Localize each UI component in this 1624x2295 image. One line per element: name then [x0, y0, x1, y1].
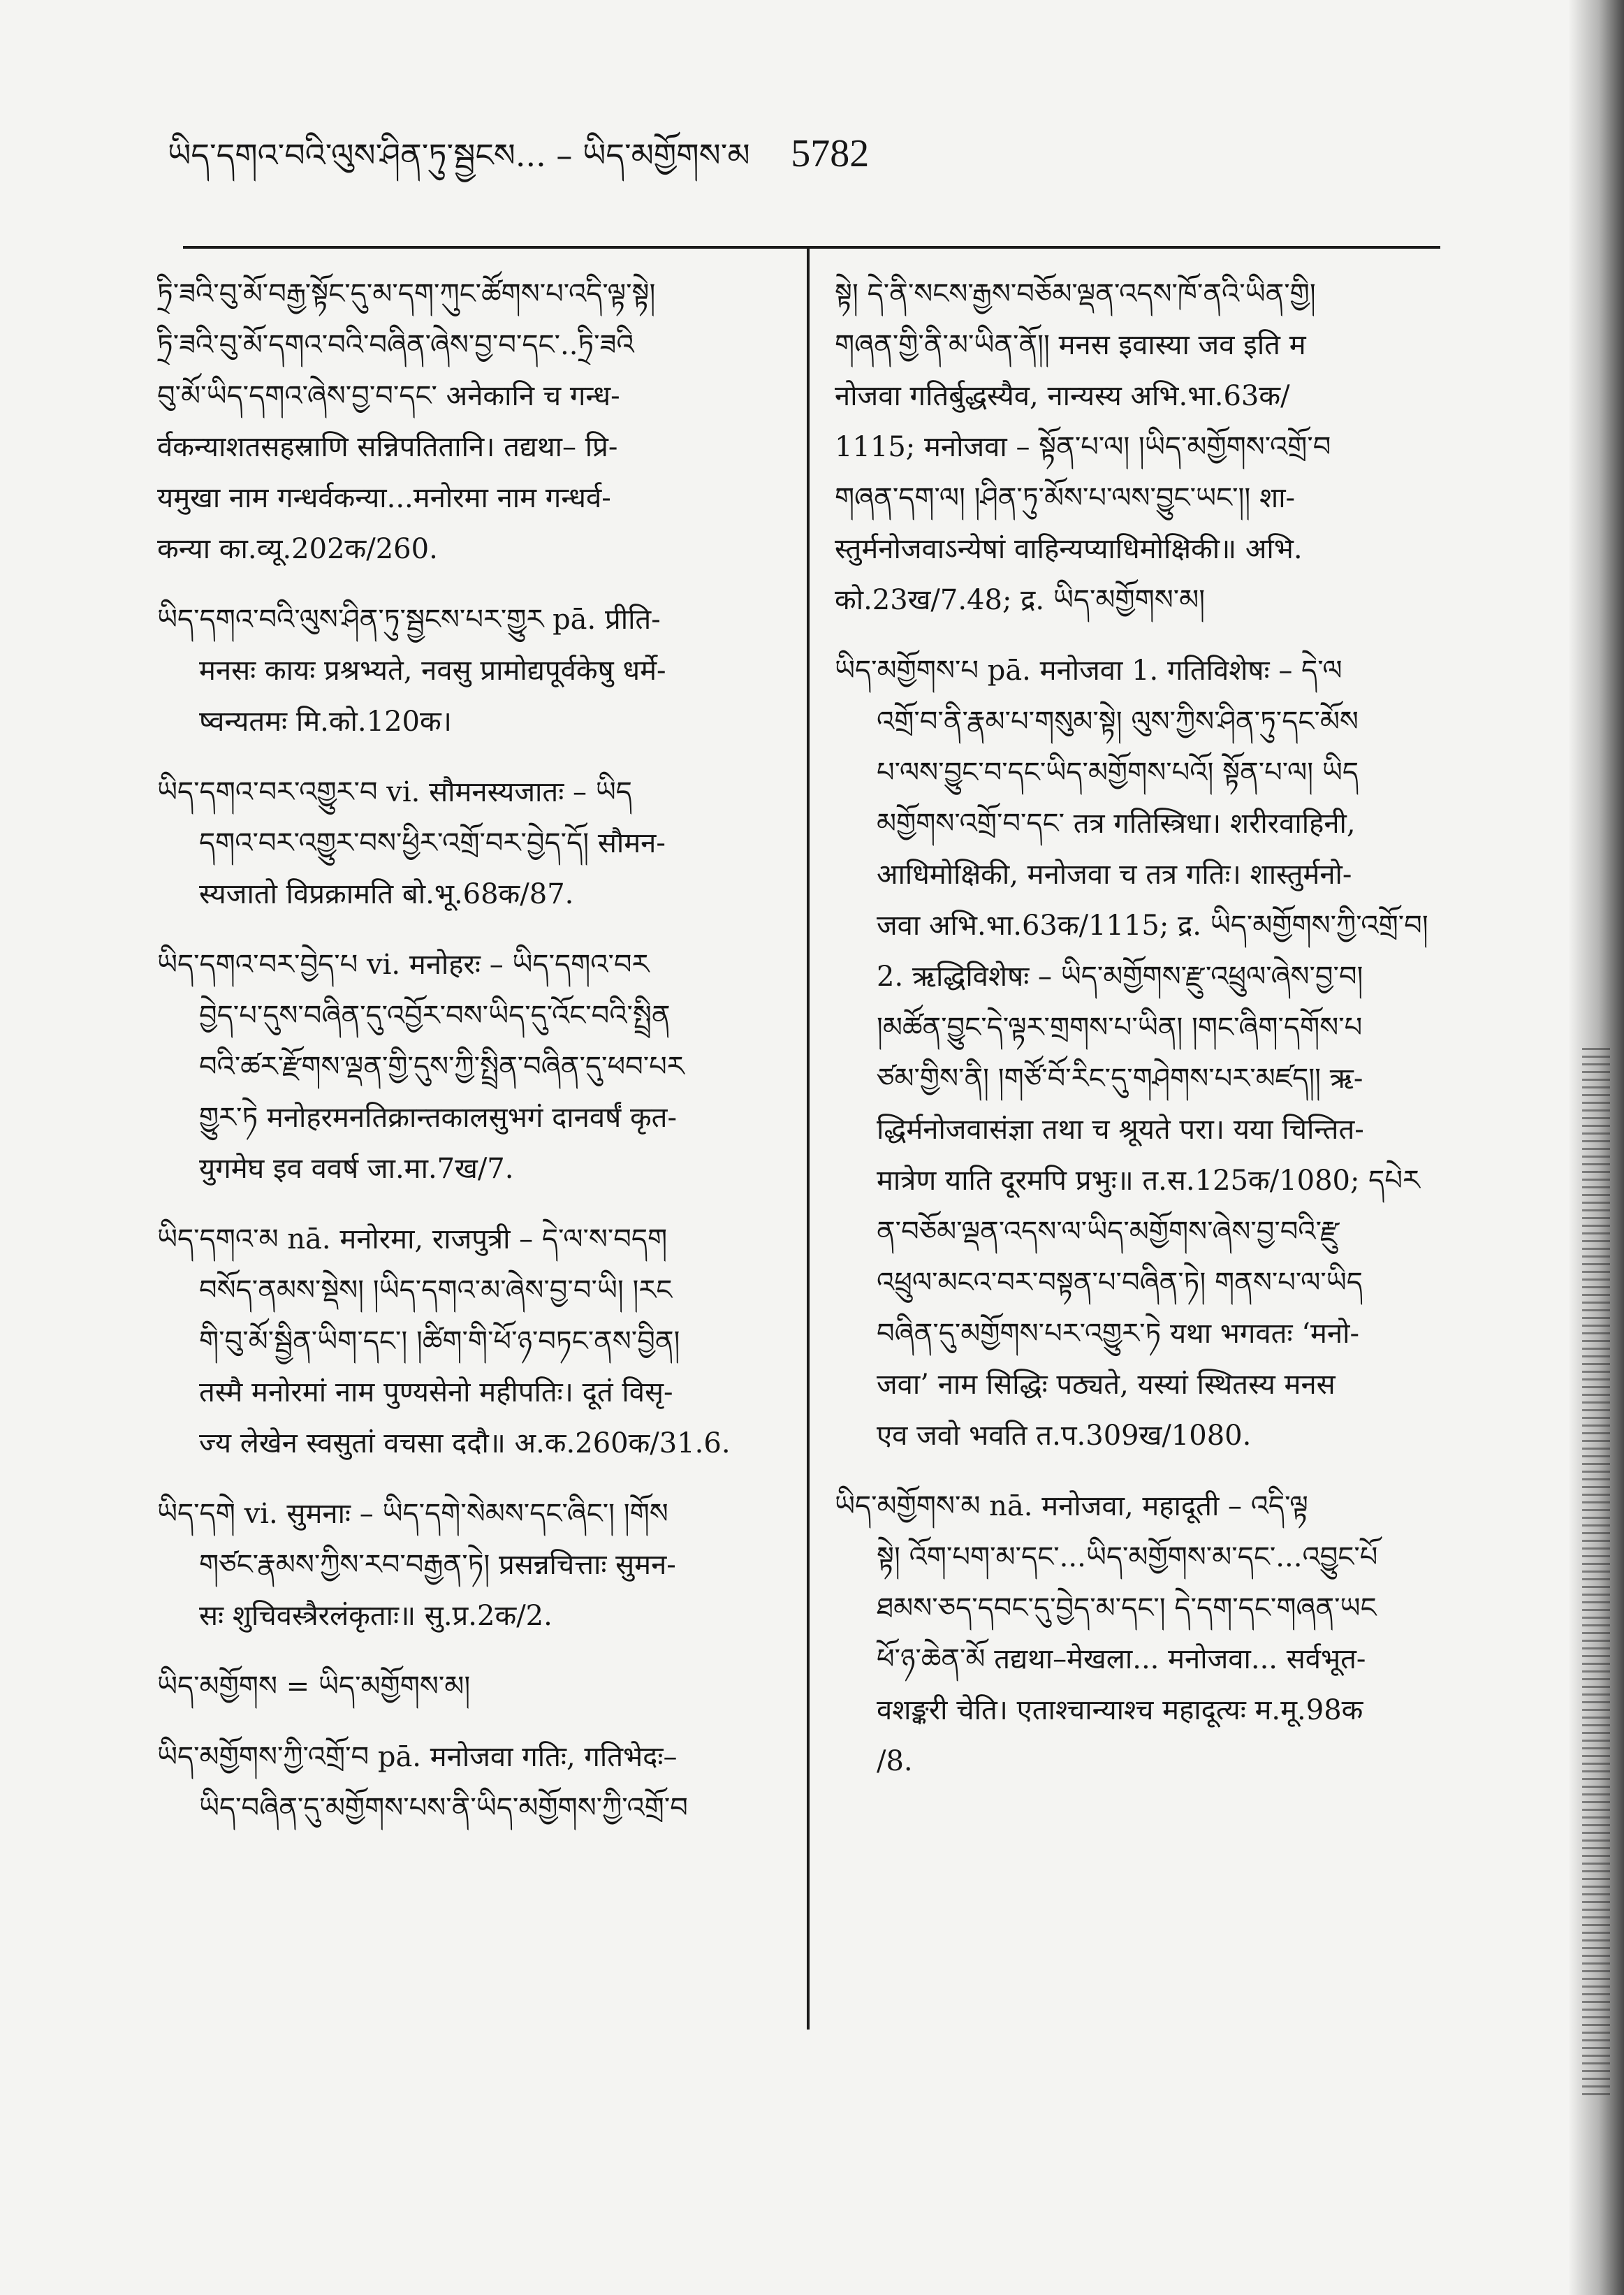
- entry-headword-line: ཡིད་དགེ vi. सुमनाः – ཡིད་དགེ་སེམས་དང་ཞིང་། །གོས: [157, 1498, 668, 1530]
- entry-text-line: ཕོ་ཉ་ཆེན་མོ तद्यथा–मेखला... मनोजवा... सर्वभूत-: [877, 1643, 1366, 1675]
- entry-text-line: मनसः कायः प्रश्रभ्यते, नवसु प्रामोद्यपूर्वकेषु धर्मे-: [199, 655, 666, 687]
- dictionary-entry: [157, 1732, 786, 1834]
- entry-text-line: जवा’ नाम सिद्धिः पठ्यते, यस्यां स्थितस्य मनस: [877, 1369, 1336, 1401]
- entry-text-line: युगमेघ इव ववर्ष जा.मा.7ख/7.: [199, 1153, 514, 1185]
- dictionary-entry: [157, 1661, 786, 1712]
- entry-text-line: तस्मै मनोरमां नाम पुण्यसेनो महीपतिः। दूतं विसृ-: [199, 1376, 673, 1408]
- entry-text-line: को.23ख/7.48; द्र. ཡིད་མགྱོགས་མ།: [835, 584, 1206, 616]
- entry-headword-line: ཡིད་དགའ་བར་འགྱུར་བ vi. सौमनस्यजातः – ཡིད: [157, 776, 632, 808]
- entry-text-line: གི་བུ་མོ་སྦྱིན་ཡིག་དང་། །ཚིག་གི་ཕོ་ཉ་བཏང་ནས་བྱིན།: [199, 1325, 680, 1357]
- entry-text-line: ཏྲི་ཟའི་བུ་མོ་དགའ་བའི་བཞིན་ཞེས་བྱ་བ་དང་..ཏྲི་ཟའི: [157, 329, 634, 361]
- entry-headword-line: ཡིད་དགའ་བར་བྱེད་པ vi. मनोहरः – ཡིད་དགའ་བར: [157, 949, 650, 981]
- column-divider: [807, 248, 810, 2030]
- entry-text-line: ज्य लेखेन स्वसुतां वचसा ददौ॥ अ.क.260क/31.6.: [199, 1427, 731, 1459]
- entry-text-line: །མཚོན་བྱུང་དེ་ལྟར་གྲགས་པ་ཡིན། །གང་ཞིག་དགོས་པ: [877, 1012, 1363, 1044]
- entry-text-line: र्वकन्याशतसहस्राणि सन्निपतितानि। तद्यथा– प्रि-: [157, 431, 618, 463]
- entry-text-line: བའི་ཚར་རྫོགས་ལྡན་གྱི་དུས་ཀྱི་སྤྲིན་བཞིན་དུ་ཕབ་པར: [199, 1051, 685, 1083]
- entry-text-line: 1115; मनोजवा – སྟོན་པ་ལ། །ཡིད་མགྱོགས་འགྲོ་བ: [835, 431, 1331, 463]
- dictionary-entry: [835, 646, 1477, 1462]
- dictionary-entry: [157, 1489, 786, 1642]
- entry-headword-line: ཡིད་མགྱོགས་པ pā. मनोजवा 1. गतिविशेषः – དེ་ལ: [835, 655, 1343, 687]
- dictionary-entry: [157, 269, 786, 575]
- dictionary-entry: [835, 269, 1477, 626]
- running-head: ཡིད་དགའ་བའི་ལུས་ཤིན་ཏུ་སྦྱངས... – ཡིད་མགྱོགས་མ: [168, 136, 750, 174]
- entry-text-line: བསོད་ནམས་སྡེས། །ཡིད་དགའ་མ་ཞེས་བྱ་བ་ཡི། །རང: [199, 1274, 673, 1306]
- entry-text-line: བྱེད་པ་དུས་བཞིན་དུ་འབྱོར་བས་ཡིད་དུ་འོང་བའི་སྤྲིན: [199, 1000, 671, 1032]
- entry-text-line: जवा अभि.भा.63क/1115; द्र. ཡིད་མགྱོགས་ཀྱི་འགྲོ་བ།: [877, 910, 1428, 942]
- entry-headword-line: ཏྲི་ཟའི་བུ་མོ་བརྒྱ་སྟོང་དུ་མ་དག་ཀུང་ཚོགས་པ་འདི་ལྟ་སྟེ།: [157, 278, 656, 310]
- entry-headword-line: ཡིད་མགྱོགས = ཡིད་མགྱོགས་མ།: [157, 1670, 471, 1703]
- entry-headword-line: སྟེ། དེ་ནི་སངས་རྒྱས་བཅོམ་ལྡན་འདས་ཁོ་ནའི་ཡིན་གྱི།: [835, 278, 1316, 310]
- header-rule: [183, 246, 1440, 249]
- entry-text-line: བཞིན་དུ་མགྱོགས་པར་འགྱུར་ཏེ यथा भगवतः ‘मनो-: [877, 1318, 1359, 1350]
- dictionary-entry: [157, 940, 786, 1195]
- entry-text-line: ཐམས་ཅད་དབང་དུ་བྱེད་མ་དང་། དེ་དག་དང་གཞན་ཡང: [877, 1592, 1377, 1624]
- entry-text-line: सः शुचिवस्त्रैरलंकृताः॥ सु.प्र.2क/2.: [199, 1600, 553, 1632]
- entry-text-line: ཡིད་བཞིན་དུ་མགྱོགས་པས་ནི་ཡིད་མགྱོགས་ཀྱི་འགྲོ་བ: [199, 1792, 688, 1824]
- entry-text-line: གྱུར་ཏེ मनोहरमनतिक्रान्तकालसुभगं दानवर्षं कृत-: [199, 1102, 677, 1134]
- entry-text-line: ཙམ་གྱིས་ནི། །གཙོ་བོ་རིང་དུ་གཤེགས་པར་མཛད།། ऋ-: [877, 1063, 1363, 1095]
- entry-headword-line: ཡིད་མགྱོགས་མ nā. मनोजवा, महादूती – འདི་ལྟ: [835, 1490, 1308, 1522]
- running-header: [168, 122, 1495, 185]
- left-column: [157, 269, 786, 1853]
- entry-text-line: स्तुर्मनोजवाऽन्येषां वाहिन्यप्याधिमोक्षिकी॥ अभि.: [835, 533, 1303, 565]
- entry-text-line: མགྱོགས་འགྲོ་བ་དང་ तत्र गतिस्त्रिधा। शरीरवाहिनी,: [877, 808, 1356, 840]
- entry-text-line: བུ་མོ་ཡིད་དགའ་ཞེས་བྱ་བ་དང་ अनेकानि च गन्ध-: [157, 380, 620, 412]
- entry-text-line: 2. ऋद्धिविशेषः – ཡིད་མགྱོགས་རྫུ་འཕྲུལ་ཞེས་བྱ་བ།: [877, 961, 1363, 993]
- entry-text-line: द्धिर्मनोजवासंज्ञा तथा च श्रूयते परा। यया चिन्तित-: [877, 1114, 1364, 1146]
- entry-text-line: སྟེ། འོག་པག་མ་དང་...ཡིད་མགྱོགས་མ་དང་...འབྱུང་པོ: [877, 1541, 1378, 1573]
- entry-text-line: ष्वन्यतमः मि.को.120क।: [199, 706, 452, 738]
- entry-text-line: नोजवा गतिर्बुद्धस्यैव, नान्यस्य अभि.भा.63क/: [835, 380, 1290, 412]
- entry-text-line: वशङ्करी चेति। एताश्चान्याश्च महादूत्यः म.मू.98क: [877, 1694, 1363, 1726]
- entry-text-line: གཞན་དག་ལ། །ཤིན་ཏུ་མོས་པ་ལས་བྱུང་ཡང་།། शा-: [835, 482, 1296, 514]
- entry-text-line: आधिमोक्षिकी, मनोजवा च तत्र गतिः। शास्तुर्मनो-: [877, 859, 1352, 891]
- page-number: 5782: [791, 132, 870, 175]
- entry-text-line: मात्रेण याति दूरमपि प्रभुः॥ त.स.125क/1080; དཔེར: [877, 1165, 1420, 1197]
- entry-headword-line: ཡིད་དགའ་མ nā. मनोरमा, राजपुत्री – དེ་ལ་ས་བདག: [157, 1223, 668, 1255]
- entry-text-line: स्यजातो विप्रक्रामति बो.भू.68क/87.: [199, 878, 574, 910]
- entry-text-line: ན་བཅོམ་ལྡན་འདས་ལ་ཡིད་མགྱོགས་ཞེས་བྱ་བའི་རྫུ: [877, 1216, 1340, 1248]
- dictionary-entry: [157, 767, 786, 920]
- entry-headword-line: ཡིད་མགྱོགས་ཀྱི་འགྲོ་བ pā. मनोजवा गतिः, गतिभेदः–: [157, 1741, 678, 1773]
- right-column: [835, 269, 1477, 1807]
- entry-text-line: པ་ལས་བྱུང་བ་དང་ཡིད་མགྱོགས་པའོ། སྟོན་པ་ལ། ཡིད: [877, 757, 1359, 789]
- entry-text-line: དགའ་བར་འགྱུར་བས་ཕྱིར་འགྲོ་བར་བྱེད་དོ། सौमन-: [199, 827, 666, 859]
- entry-text-line: འགྲོ་བ་ནི་རྣམ་པ་གསུམ་སྟེ། ལུས་ཀྱིས་ཤིན་ཏུ་དང་མོས: [877, 706, 1359, 738]
- entry-text-line: /8.: [877, 1745, 913, 1777]
- dictionary-entry: [157, 1214, 786, 1469]
- entry-text-line: འཕྲུལ་མངའ་བར་བསྟན་པ་བཞིན་ཏེ། གནས་པ་ལ་ཡིད: [877, 1267, 1363, 1299]
- page-edge-texture: [1582, 1048, 1610, 2096]
- dictionary-entry: [835, 1481, 1477, 1787]
- entry-text-line: གཙང་རྣམས་ཀྱིས་རབ་བརྒྱན་ཏེ། प्रसन्नचित्ताः सुमन-: [199, 1549, 676, 1581]
- entry-text-line: यमुखा नाम गन्धर्वकन्या...मनोरमा नाम गन्धर्व-: [157, 482, 611, 514]
- dictionary-entry: [157, 595, 786, 748]
- entry-text-line: कन्या का.व्यू.202क/260.: [157, 533, 438, 565]
- entry-headword-line: ཡིད་དགའ་བའི་ལུས་ཤིན་ཏུ་སྦྱངས་པར་གྱུར pā. प्रीति-: [157, 604, 661, 636]
- entry-text-line: एव जवो भवति त.प.309ख/1080.: [877, 1420, 1252, 1452]
- entry-text-line: གཞན་གྱི་ནི་མ་ཡིན་ནོ།། मनस इवास्या जव इति म: [835, 329, 1306, 361]
